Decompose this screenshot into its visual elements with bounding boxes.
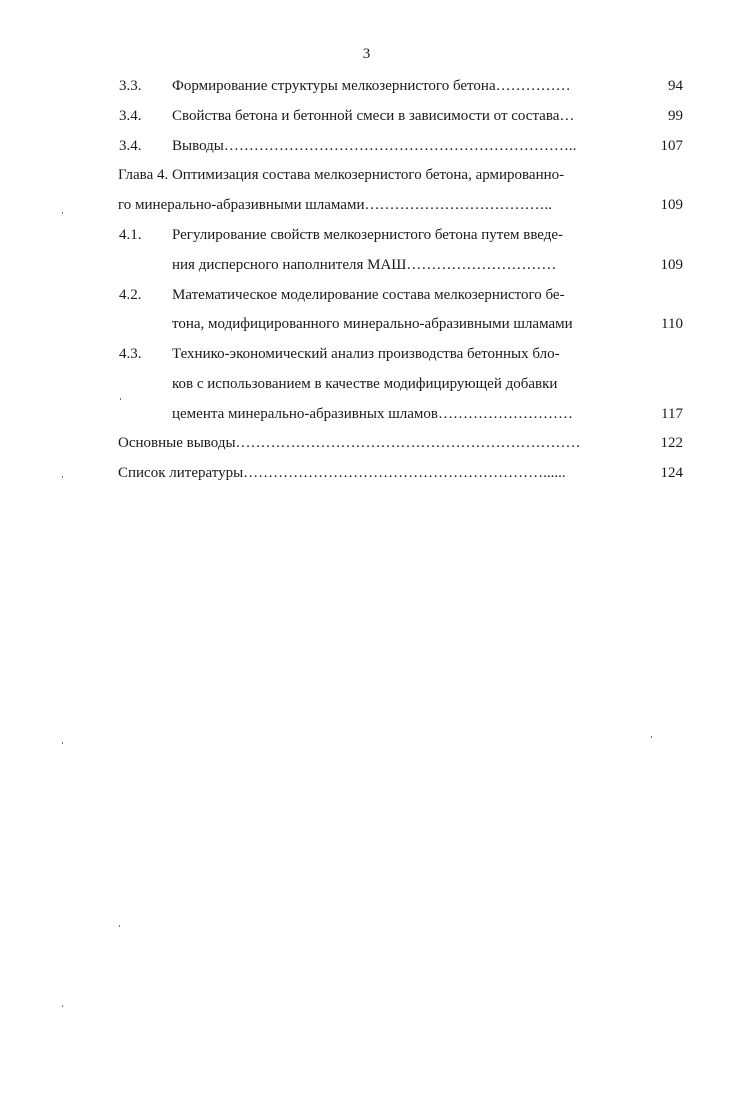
toc-references: Список литературы……………………………………………………...... (118, 465, 566, 481)
toc-entry-number: 4.1. (119, 227, 142, 243)
toc-entry-title-cont: ков с использованием в качестве модифицирующей добавки (172, 376, 558, 392)
toc-entry-page: 124 (660, 465, 683, 481)
scan-speck (62, 212, 63, 214)
toc-chapter-title-cont: го минерально-абразивными шламами……………………………….. (118, 197, 552, 213)
toc-conclusions: Основные выводы…………………………………………………………… (118, 435, 581, 451)
toc-entry-title: Технико-экономический анализ производства бетонных бло- (172, 346, 560, 362)
toc-entry-title-cont: цемента минерально-абразивных шламов……………………… (172, 406, 573, 422)
scan-speck (651, 736, 652, 738)
scan-speck (62, 742, 63, 744)
toc-entry-title: Регулирование свойств мелкозернистого бетона путем введе- (172, 227, 564, 243)
scan-speck (120, 398, 121, 400)
toc-entry-page: 122 (660, 435, 683, 451)
toc-entry-title: Формирование структуры мелкозернистого бетона…………… (172, 78, 571, 94)
toc-entry-page: 117 (661, 406, 683, 422)
scan-speck (62, 476, 63, 478)
scan-speck (62, 1005, 63, 1007)
page-number: 3 (362, 46, 371, 62)
toc-entry-page: 109 (660, 197, 683, 213)
toc-entry-page: 99 (668, 108, 683, 124)
toc-entry-page: 109 (660, 257, 683, 273)
toc-chapter-title: Глава 4. Оптимизация состава мелкозернистого бетона, армированно- (118, 167, 565, 183)
toc-entry-number: 3.3. (119, 78, 142, 94)
toc-entry-title-cont: тона, модифицированного минерально-абразивными шламами (172, 316, 573, 332)
toc-entry-number: 4.3. (119, 346, 142, 362)
toc-entry-number: 4.2. (119, 287, 142, 303)
toc-entry-page: 107 (660, 138, 683, 154)
scan-speck (119, 925, 120, 927)
toc-entry-page: 94 (668, 78, 683, 94)
toc-entry-number: 3.4. (119, 138, 142, 154)
toc-entry-title: Свойства бетона и бетонной смеси в зависимости от состава… (172, 108, 575, 124)
toc-entry-page: 110 (661, 316, 683, 332)
toc-entry-number: 3.4. (119, 108, 142, 124)
toc-entry-title: Выводы…………………………………………………………….. (172, 138, 577, 154)
toc-entry-title-cont: ния дисперсного наполнителя МАШ………………………… (172, 257, 557, 273)
toc-entry-title: Математическое моделирование состава мелкозернистого бе- (172, 287, 565, 303)
